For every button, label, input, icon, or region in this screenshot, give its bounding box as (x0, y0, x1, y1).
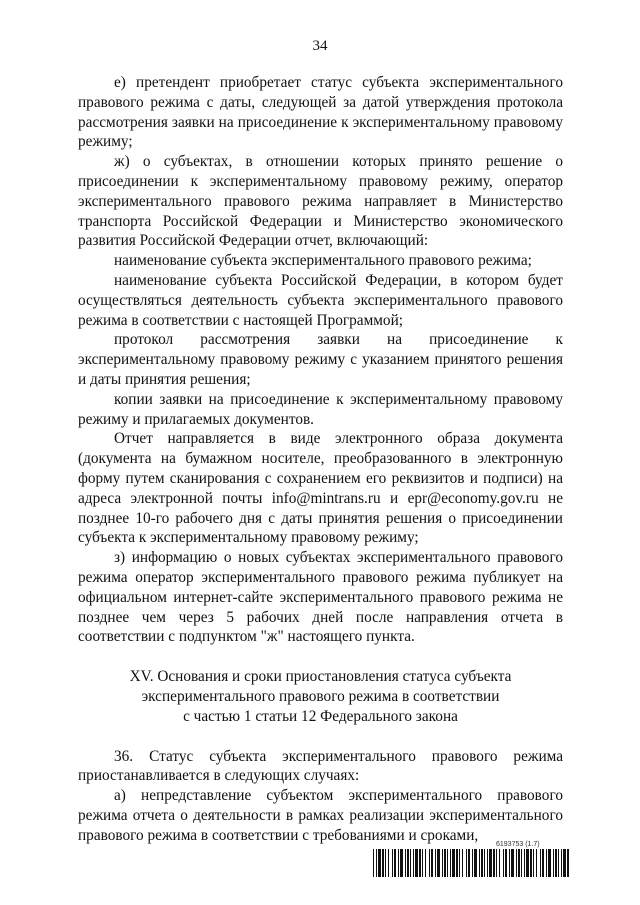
barcode-bar (516, 849, 517, 877)
barcode-bar (456, 849, 458, 877)
barcode-bar (540, 849, 541, 877)
barcode-bar (437, 849, 440, 877)
report-item-protocol: протокол рассмотрения заявки на присоединение к экспериментальному правовому режиму с указанием принятого решения и даты принятия решения; (78, 331, 563, 388)
barcode-bar (447, 849, 448, 877)
barcode-bar (394, 849, 396, 877)
barcode-bar (503, 849, 504, 877)
barcode-bar (442, 849, 443, 877)
report-item-copies: копии заявки на присоединение к экспериментальному правовому режиму и прилагаемых документов. (78, 390, 563, 428)
barcode-bar (542, 849, 544, 877)
barcode-bar (450, 849, 451, 877)
barcode-bar (429, 849, 430, 877)
paragraph-e: е) претендент приобретает статус субъекта экспериментального правового режима с даты, следующей за датой утверждения протокола рассмотрения заявки на присоединение к экспериментальному правовому режиму; (78, 74, 563, 151)
barcode-bar (489, 849, 492, 877)
barcode-bar (563, 849, 566, 877)
barcode-bar (546, 849, 547, 877)
barcode-bar (392, 849, 393, 877)
barcode-bar (521, 849, 522, 877)
section-heading-line: с частью 1 статьи 12 Федерального закона (183, 707, 458, 725)
paragraph-z: з) информацию о новых субъектах экспериментального правового режима оператор экспериментального правового режима публикует на официальном интернет-сайте экспериментального правового режима не позднее чем через 5 рабочих дней после направления отчета в соответствии с подпунктом "ж" настоящего пункта. (78, 549, 563, 646)
barcode-bar (472, 849, 473, 877)
barcode-bar (382, 849, 384, 877)
barcode-bar (479, 849, 480, 877)
document-code: 6193753 (1.7) (496, 841, 540, 848)
barcode-bar (548, 849, 551, 877)
barcode-bar (555, 849, 557, 877)
barcode-bar (493, 849, 495, 877)
paragraph-a: а) непредставление субъектом экспериментального правового режима отчета о деятельности в рамках реализации экспериментального правового режима в соответствии с требованиями и сроками, (78, 787, 563, 844)
barcode-bar (385, 849, 386, 877)
page-number: 34 (312, 38, 328, 54)
barcode-bar (518, 849, 520, 877)
barcode-bar (405, 849, 406, 877)
barcode-bar (373, 849, 374, 877)
barcode-bar (462, 849, 463, 877)
section-heading-line: экспериментального правового режима в соответствии (141, 687, 500, 705)
report-item-subject-name: наименование субъекта экспериментального правового режима; (114, 252, 532, 270)
barcode-bar (533, 849, 534, 877)
barcode-bar (398, 849, 399, 877)
barcode-bar (511, 849, 514, 877)
barcode-bar (388, 849, 389, 877)
barcode-bar (526, 849, 529, 877)
barcode-bar (444, 849, 446, 877)
barcode-bar (400, 849, 403, 877)
barcode (373, 849, 569, 877)
barcode-bar (413, 849, 414, 877)
barcode-bar (530, 849, 532, 877)
barcode-bar (466, 849, 467, 877)
report-item-region-name: наименование субъекта Российской Федерации, в котором будет осуществляться деятельность субъекта экспериментального правового режима в соответствии с настоящей Программой; (78, 271, 563, 329)
barcode-bar (481, 849, 483, 877)
barcode-bar (407, 849, 409, 877)
barcode-bar (558, 849, 559, 877)
document-body (78, 73, 563, 845)
section-heading-line: XV. Основания и сроки приостановления статуса субъекта (129, 668, 512, 686)
barcode-bar (524, 849, 525, 877)
barcode-bar (553, 849, 554, 877)
barcode-bar (484, 849, 485, 877)
barcode-bar (425, 849, 426, 877)
barcode-bar (496, 849, 497, 877)
barcode-bar (561, 849, 562, 877)
paragraph-36: 36. Статус субъекта экспериментального правового режима приостанавливается в следующих случаях: (78, 747, 563, 785)
barcode-bar (487, 849, 488, 877)
barcode-bar (419, 849, 421, 877)
barcode-bar (422, 849, 423, 877)
barcode-bar (509, 849, 510, 877)
barcode-bar (474, 849, 477, 877)
barcode-bar (378, 849, 381, 877)
barcode-bar (452, 849, 455, 877)
barcode-bar (567, 849, 569, 877)
barcode-bar (376, 849, 377, 877)
paragraph-zh: ж) о субъектах, в отношении которых принято решение о присоединении к экспериментальному правовому режиму, оператор экспериментального правового режима направляет в Министерство транспорта Российской Федерации и Министерство экономического развития Российской Федерации отчет, включающий: (78, 153, 563, 250)
barcode-bar (415, 849, 418, 877)
paragraph-report-delivery: Отчет направляется в виде электронного образа документа (документа на бумажном носителе, преобразованного в электронную форму путем сканирования с сохранением его реквизитов и подписи) на адреса электронной почты info@mintrans.ru и epr@economy.gov.ru не позднее 10-го рабочего дня с даты принятия решения о присоединении субъекта к экспериментальному правовому режиму; (78, 430, 563, 547)
barcode-bar (431, 849, 433, 877)
barcode-bar (468, 849, 470, 877)
barcode-bar (459, 849, 460, 877)
section-heading (78, 667, 563, 726)
barcode-bar (435, 849, 436, 877)
barcode-bar (505, 849, 507, 877)
barcode-bar (536, 849, 537, 877)
barcode-bar (499, 849, 500, 877)
barcode-bar (410, 849, 411, 877)
